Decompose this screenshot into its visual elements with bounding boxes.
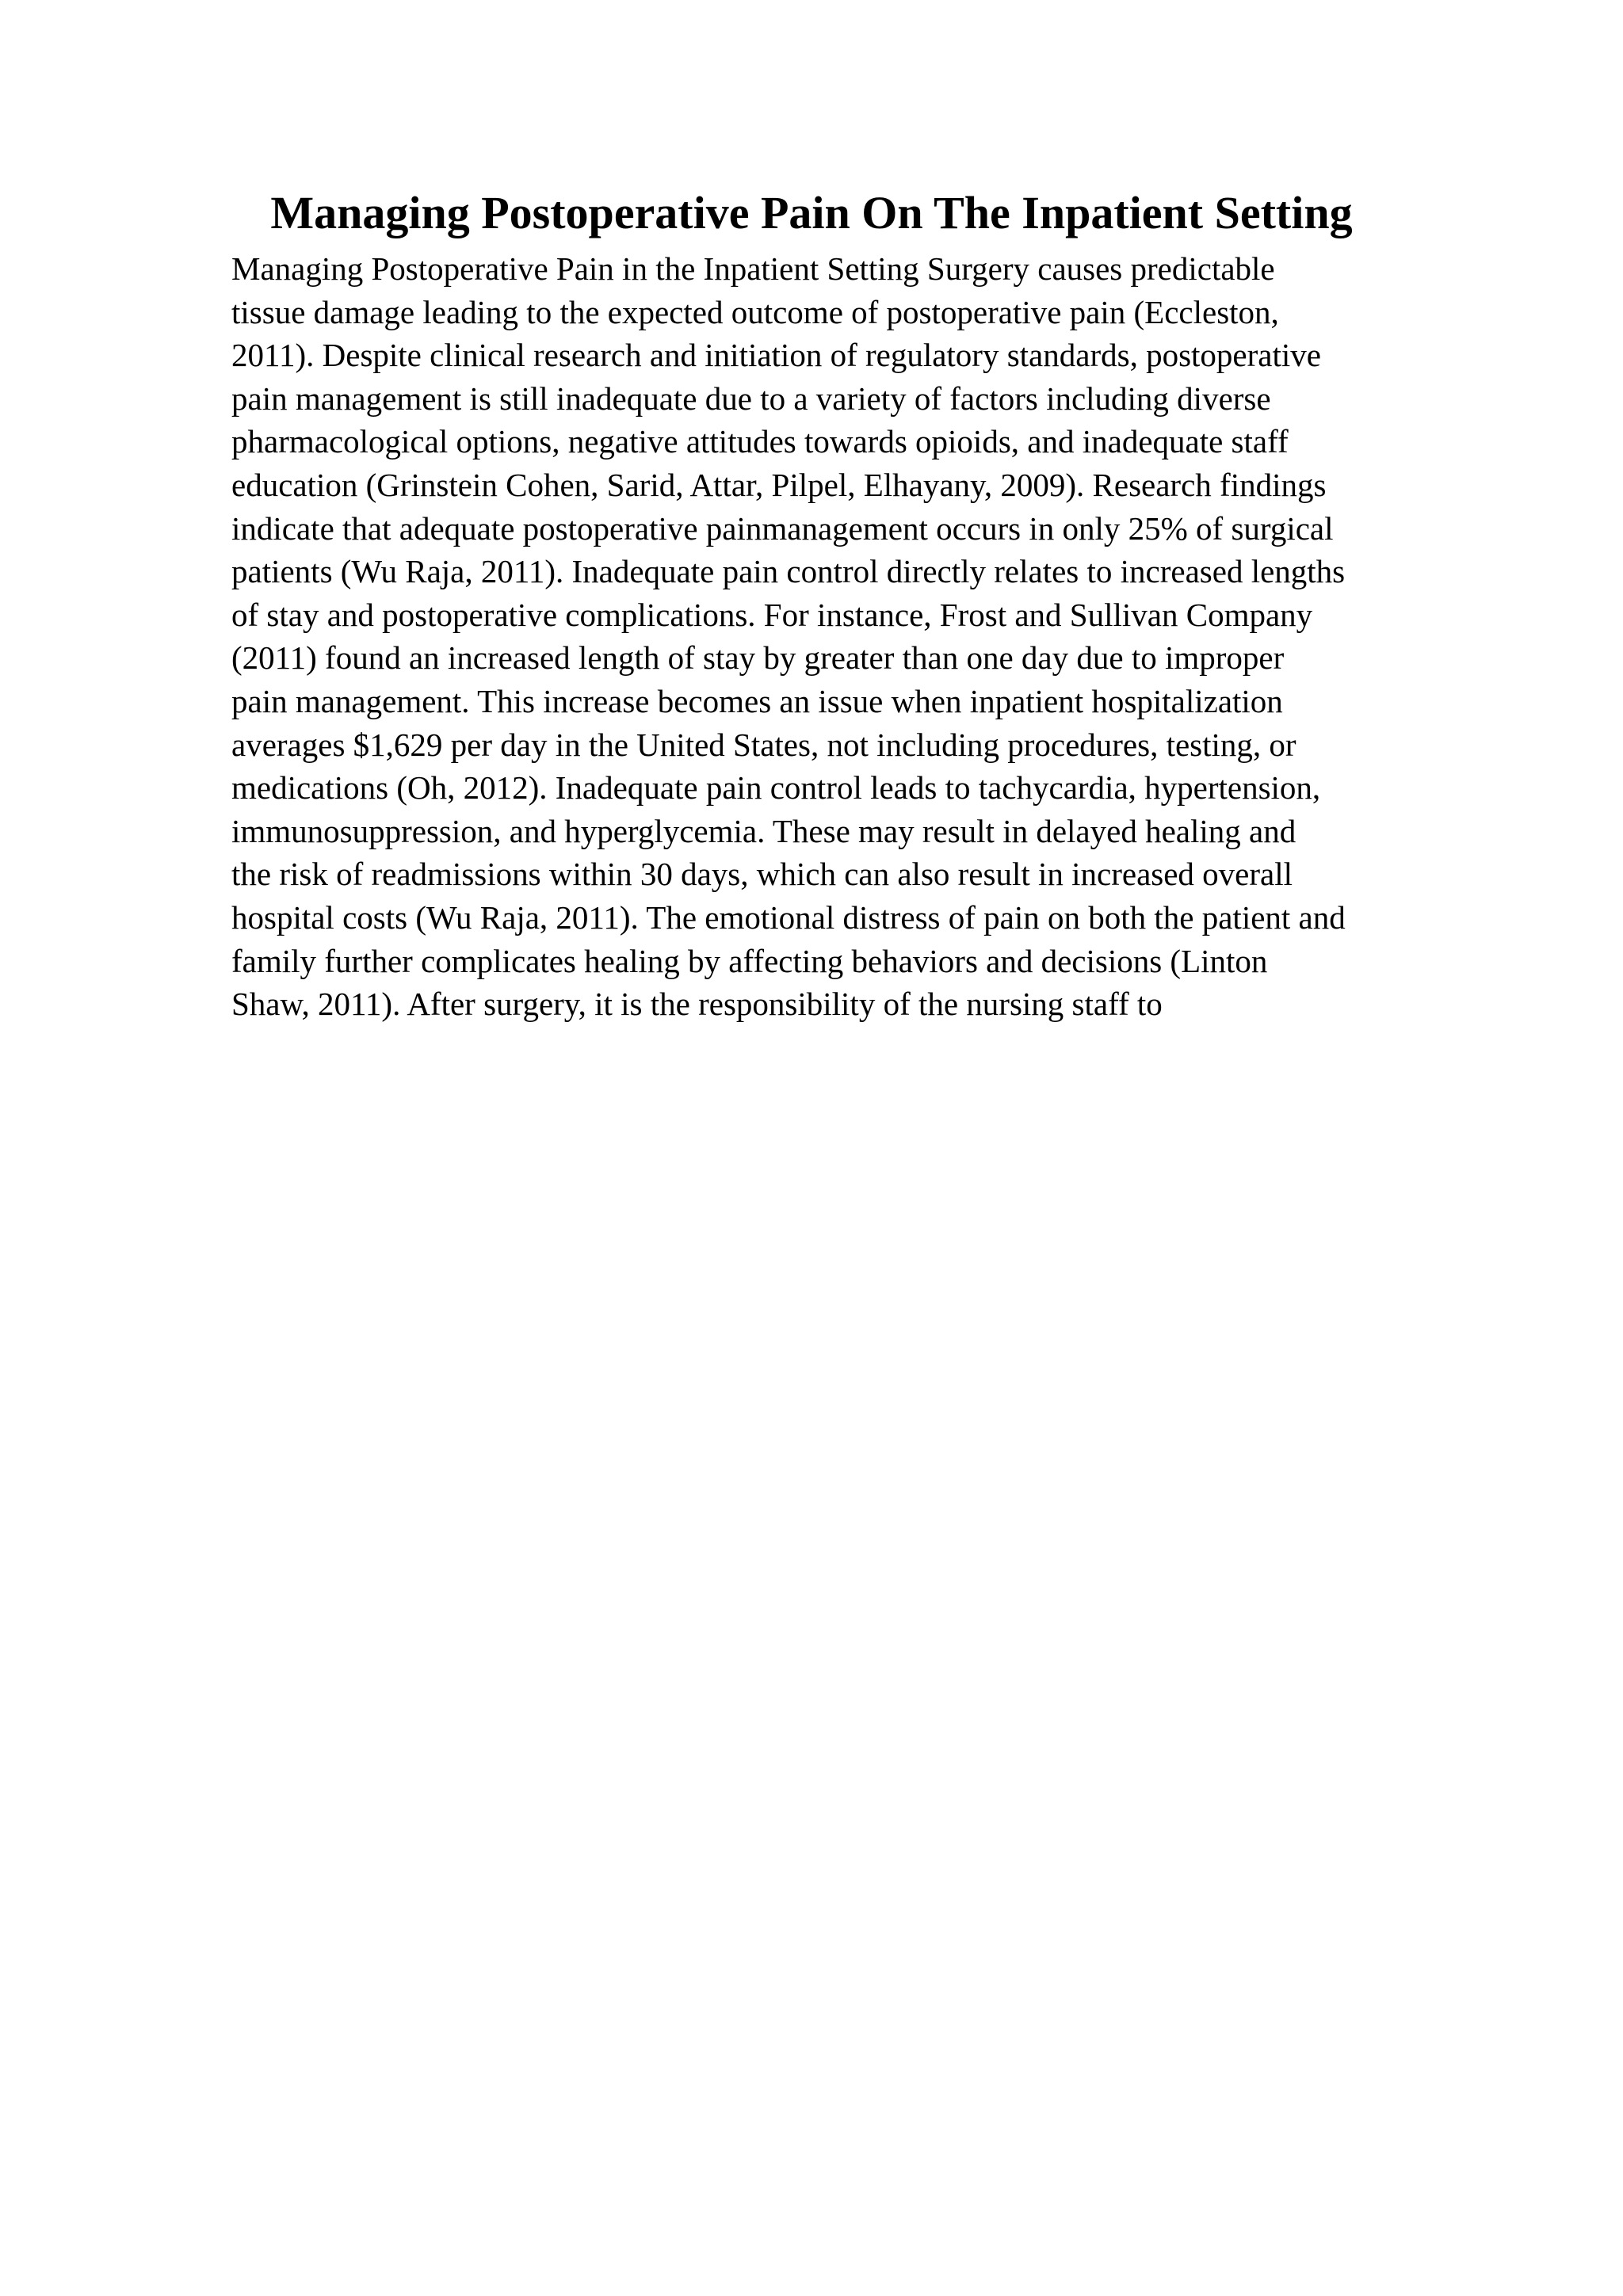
body-line: averages $1,629 per day in the United States, not including procedures, testing, or (231, 726, 1296, 763)
body-line: pain management is still inadequate due to a variety of factors including diverse (231, 379, 1271, 417)
body-line: the risk of readmissions within 30 days, which can also result in increased overall (231, 856, 1293, 893)
body-line: Managing Postoperative Pain in the Inpatient Setting Surgery causes predictable (231, 250, 1275, 287)
body-line: medications (Oh, 2012). Inadequate pain control leads to tachycardia, hypertension, (231, 769, 1321, 807)
body-line: patients (Wu Raja, 2011). Inadequate pain control directly relates to increased lengths (231, 553, 1346, 590)
body-line: immunosuppression, and hyperglycemia. These may result in delayed healing and (231, 812, 1296, 849)
document-body (231, 247, 1531, 1026)
body-line: pharmacological options, negative attitudes towards opioids, and inadequate staff (231, 423, 1289, 460)
body-line: family further complicates healing by affecting behaviors and decisions (Linton (231, 942, 1268, 979)
body-line: pain management. This increase becomes an issue when inpatient hospitalization (231, 682, 1283, 719)
body-line: 2011). Despite clinical research and initiation of regulatory standards, postoperative (231, 337, 1321, 374)
body-line: of stay and postoperative complications. For instance, Frost and Sullivan Company (231, 596, 1313, 633)
body-line: (2011) found an increased length of stay by greater than one day due to improper (231, 639, 1285, 677)
body-line: indicate that adequate postoperative painmanagement occurs in only 25% of surgical (231, 509, 1334, 547)
body-line: tissue damage leading to the expected outcome of postoperative pain (Eccleston, (231, 293, 1279, 330)
document-title: Managing Postoperative Pain On The Inpatient Setting (270, 186, 1353, 238)
body-line: hospital costs (Wu Raja, 2011). The emotional distress of pain on both the patient and (231, 898, 1346, 936)
body-line: Shaw, 2011). After surgery, it is the responsibility of the nursing staff to (231, 986, 1163, 1023)
body-line: education (Grinstein Cohen, Sarid, Attar, Pilpel, Elhayany, 2009). Research findings (231, 466, 1327, 503)
